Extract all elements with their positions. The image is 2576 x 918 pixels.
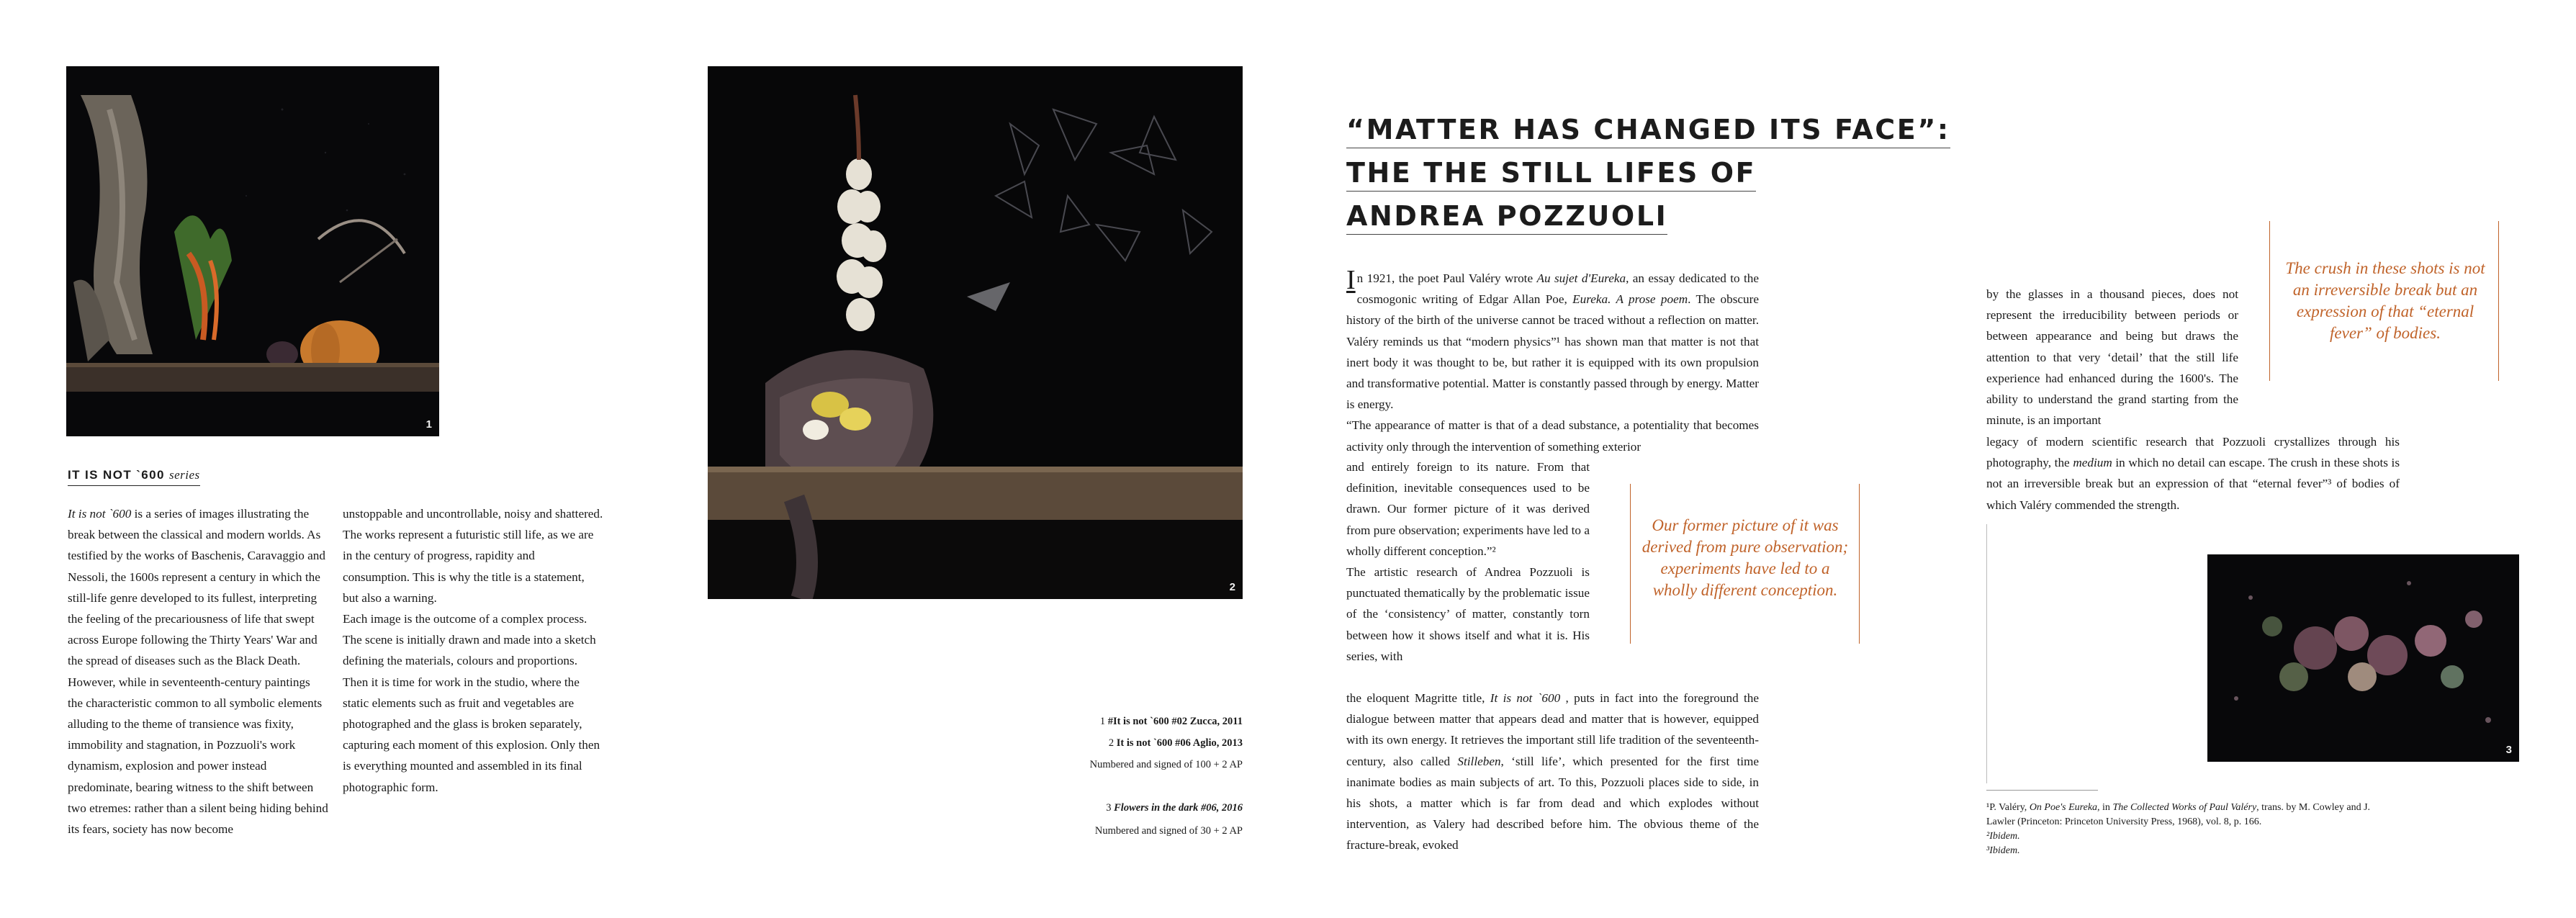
pull-quote-2: The crush in these shots is not an irreversible break but an expression of that “eternal fever” of bodies. <box>2285 259 2485 342</box>
article-p3-full: the eloquent Magritte title, It is not `600 , puts in fact into the foreground the dialogue between matter that appears dead and matter that is however, equipped with its own energy. It retrieves the important still life tradition of the seventeenth-century, also called Stilleben, ‘still life’, which presented for the first time inanimate bodies as main subjects of art. To this, Pozzuoli places side to side, in his shots, a matter which is far from dead and which explodes without intervention, as Valery had described before him. The obvious theme of the fracture-break, evoked <box>1346 691 1760 852</box>
pull-quote-rule-3 <box>2269 221 2270 381</box>
article-title <box>1346 114 1950 235</box>
photo-zucca <box>66 66 439 436</box>
right-full-paragraph: legacy of modern scientific research that Pozzuoli crystallizes through his photography, the medium in which no detail can escape. The crush in these shots is not an irreversible break but an expression of that “eternal fever”³ of bodies of which Valéry commended the strength. <box>1986 435 2400 512</box>
flowers-in-the-dark-image <box>2207 554 2519 762</box>
figure-number-2: 2 <box>1229 581 1235 593</box>
left-column-2: unstoppable and uncontrollable, noisy and shattered. The works represent a futuristic still life, as we are in the century of progress, rapidity and consumption. This is why the title is a statement, but also a warning. Each image is the outcome of a complex process. The scene is initially drawn and made into a sketch defining the materials, colours and proportions. Then it is time for work in the studio, where the static elements such as fruit and vegetables are photographed and the glass is broken separately, capturing each moment of this explosion. Only then is everything mounted and assembled in its final photographic form. <box>343 507 603 794</box>
still-life-pumpkin-image <box>66 66 439 436</box>
article-p1: In 1921, the poet Paul Valéry wrote Au sujet d'Eureka, an essay dedicated to the cosmogonic writing of Edgar Allan Poe, Eureka. A prose poem. The obscure history of the birth of the universe cannot be traced without a reflection on matter. Valéry reminds us that “modern physics”¹ has shown man that matter is not that inert body it was thought to be, but rather it is equipped with its own propulsion and transformative potential. Matter is constantly passed through by energy. Matter is energy. “The appearance of matter is that of a dead substance, a potentiality that becomes activity only through the intervention of something exterior <box>1346 268 1759 457</box>
pull-quote-1: Our former picture of it was derived from pure observation; experiments have led to a wholly different conception. <box>1641 516 1849 599</box>
series-heading: IT IS NOT `600 series <box>68 468 200 486</box>
title-line-3: ANDREA POZZUOLI <box>1346 200 1667 235</box>
footnote-3: ³Ibidem. <box>1986 845 2020 856</box>
footnote-2: ²Ibidem. <box>1986 831 2020 842</box>
photo-aglio <box>708 66 1243 599</box>
figure-number-1: 1 <box>425 418 432 431</box>
right-narrow-column: by the glasses in a thousand pieces, does not represent the irreducibility between periods or between appearance and being but draws the attention to that very ‘detail’ that the still life experience had enhanced during the 1600's. The ability to understand the grand starting from the minute, is an important <box>1986 287 2238 428</box>
still-life-garlic-image <box>708 66 1243 599</box>
figure-captions <box>914 714 1243 838</box>
pull-quote-rule-1 <box>1630 484 1631 644</box>
title-line-2: THE THE STILL LIFES OF <box>1346 157 1756 192</box>
caption-2: 2 It is not `600 #06 Aglio, 2013 <box>1108 737 1243 749</box>
footnote-rule <box>1986 790 2098 791</box>
caption-edition-2: Numbered and signed of 30 + 2 AP <box>1094 825 1243 837</box>
caption-1: 1 #It is not `600 #02 Zucca, 2011 <box>1099 716 1243 727</box>
article-narrow-column: and entirely foreign to its nature. From that definition, inevitable consequences used to be drawn. Our former picture of it was derived from pure observation; experiments have led to a wholly different conception.”² The artistic research of Andrea Pozzuoli is punctuated thematically by the problematic issue of the ‘consistency’ of matter, constantly torn between how it shows itself and what it is. His series, with <box>1346 460 1590 663</box>
caption-edition-1: Numbered and signed of 100 + 2 AP <box>1089 759 1243 770</box>
footnote-1: ¹P. Valéry, On Poe's Eureka, in The Collected Works of Paul Valéry, trans. by M. Cowley and J. Lawler (Princeton: Princeton University Press, 1968), vol. 8, p. 166. <box>1986 802 2371 827</box>
article-p2-full: “The appearance of matter is that of a dead substance, a potentiality that becomes activity only through the intervention of something exterior <box>1346 418 1759 454</box>
title-line-1: “MATTER HAS CHANGED ITS FACE”: <box>1346 114 1950 148</box>
figure-number-3: 3 <box>2505 744 2512 756</box>
left-column-1: It is not `600 is a series of images illustrating the break between the classical and modern worlds. As testified by the works of Baschenis, Caravaggio and Nessoli, the 1600s represent a century in which the still-life genre developed to its fullest, interpreting the feeling of the precariousness of life that swept across Europe following the Thirty Years' War and the spread of diseases such as the Black Death. However, while in seventeenth-century paintings the characteristic common to all symbolic elements alluding to the theme of transience was fixity, immobility and stagnation, in Pozzuoli's work dynamism, explosion and power instead predominate, bearing witness to the shift between two etremes: rather than a silent being hiding behind its fears, society has now become <box>68 507 328 837</box>
caption-3: 3 Flowers in the dark #06, 2016 <box>1106 802 1243 814</box>
drop-cap: I <box>1346 265 1356 295</box>
pull-quote-rule-2 <box>1859 484 1860 644</box>
photo-flowers <box>2207 554 2519 762</box>
footnotes <box>1986 801 2397 858</box>
left-vertical-rule <box>1986 524 1987 783</box>
pull-quote-rule-4 <box>2498 221 2499 381</box>
